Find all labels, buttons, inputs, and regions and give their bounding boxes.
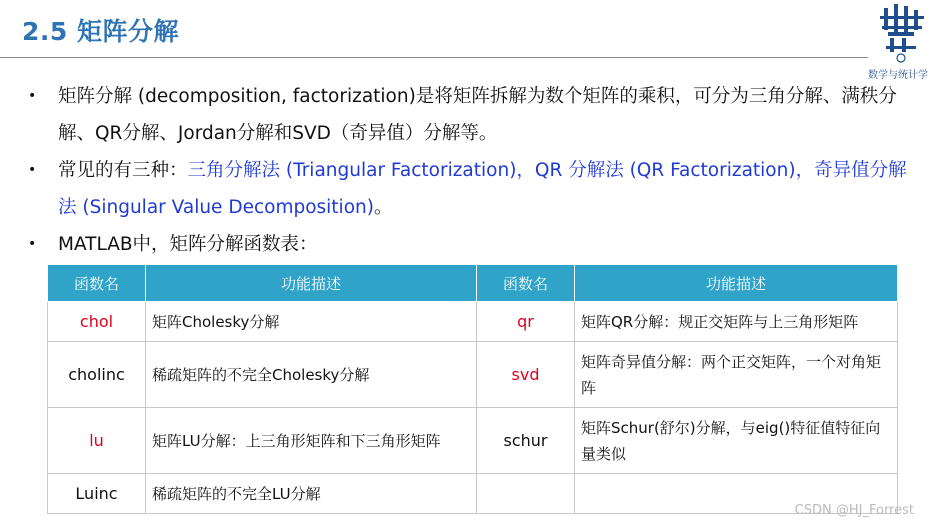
bullet-dot: • [28, 162, 37, 178]
bullet-dot: • [28, 88, 37, 104]
function-name: qr [477, 302, 575, 342]
bullet-dot: • [28, 236, 37, 252]
function-description: 矩阵QR分解：规正交矩阵与上三角形矩阵 [575, 302, 898, 342]
function-name: svd [477, 342, 575, 408]
table-row [48, 302, 898, 342]
bullet-item-common-methods [28, 152, 908, 226]
table-row [48, 342, 898, 408]
function-description: 矩阵奇异值分解：两个正交矩阵，一个对角矩阵 [575, 342, 898, 408]
bullet-text-suffix: 。 [373, 197, 393, 218]
bullet-text-highlight: 三角分解法 (Triangular Factorization)，QR 分解法 (QR Factorization)，奇异值分解法 (Singular Value Decomposition) [58, 160, 907, 218]
column-header: 功能描述 [575, 265, 898, 302]
function-name: Luinc [48, 474, 146, 514]
page-title: 2.5 矩阵分解 [22, 17, 179, 46]
bullet-list [28, 78, 908, 263]
logo-caption: 数学与统计学 [868, 70, 928, 81]
function-table [47, 264, 898, 514]
function-name: cholinc [48, 342, 146, 408]
function-name: chol [48, 302, 146, 342]
table-row [48, 474, 898, 514]
function-description: 稀疏矩阵的不完全LU分解 [146, 474, 477, 514]
function-name [477, 474, 575, 514]
title-divider [0, 57, 868, 58]
bullet-text-prefix: 常见的有三种： [58, 160, 188, 181]
bullet-item-definition [28, 78, 908, 152]
function-description: 矩阵Cholesky分解 [146, 302, 477, 342]
bullet-item-matlab [28, 226, 908, 263]
function-description: 稀疏矩阵的不完全Cholesky分解 [146, 342, 477, 408]
function-name: schur [477, 408, 575, 474]
column-header: 函数名 [48, 265, 146, 302]
watermark: CSDN @HJ_Forrest [794, 503, 914, 518]
table-row [48, 408, 898, 474]
bullet-text: 矩阵分解 (decomposition, factorization)是将矩阵拆解为数个矩阵的乘积，可分为三角分解、满秩分解、QR分解、Jordan分解和SVD（奇异值）分解等。 [58, 86, 897, 144]
function-description: 矩阵LU分解：上三角形矩阵和下三角形矩阵 [146, 408, 477, 474]
function-description: 矩阵Schur(舒尔)分解，与eig()特征值特征向量类似 [575, 408, 898, 474]
column-header: 函数名 [477, 265, 575, 302]
column-header: 功能描述 [146, 265, 477, 302]
function-name: lu [48, 408, 146, 474]
bullet-text: MATLAB中，矩阵分解函数表： [58, 234, 318, 255]
table-header-row [48, 265, 898, 302]
